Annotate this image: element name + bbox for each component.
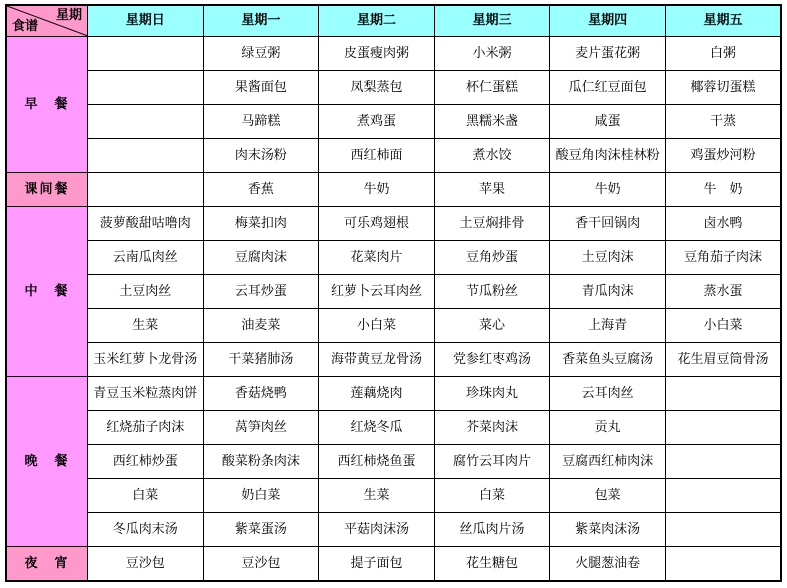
dish-cell: 提子面包 bbox=[319, 546, 435, 581]
empty-cell bbox=[88, 104, 204, 138]
dish-cell: 白粥 bbox=[665, 36, 781, 70]
dish-cell: 青瓜肉沫 bbox=[550, 274, 666, 308]
dish-cell: 芥菜肉沫 bbox=[434, 410, 550, 444]
dish-cell: 卤水鸭 bbox=[665, 206, 781, 240]
dish-cell: 云耳肉丝 bbox=[550, 376, 666, 410]
dish-cell: 丝瓜肉片汤 bbox=[434, 512, 550, 546]
empty-cell bbox=[665, 444, 781, 478]
meal-label-0: 早 餐 bbox=[6, 36, 88, 172]
dish-cell: 节瓜粉丝 bbox=[434, 274, 550, 308]
table-row bbox=[6, 206, 781, 240]
dish-cell: 红萝卜云耳肉丝 bbox=[319, 274, 435, 308]
day-header-0: 星期日 bbox=[88, 5, 204, 36]
dish-cell: 豆角炒蛋 bbox=[434, 240, 550, 274]
dish-cell: 菜心 bbox=[434, 308, 550, 342]
dish-cell: 梅菜扣肉 bbox=[203, 206, 319, 240]
meal-label-3: 晚 餐 bbox=[6, 376, 88, 546]
dish-cell: 包菜 bbox=[550, 478, 666, 512]
dish-cell: 土豆肉丝 bbox=[88, 274, 204, 308]
table-row bbox=[6, 104, 781, 138]
dish-cell: 菠萝酸甜咕噜肉 bbox=[88, 206, 204, 240]
dish-cell: 小白菜 bbox=[319, 308, 435, 342]
dish-cell: 果酱面包 bbox=[203, 70, 319, 104]
table-row bbox=[6, 274, 781, 308]
dish-cell: 牛奶 bbox=[550, 172, 666, 206]
dish-cell: 党参红枣鸡汤 bbox=[434, 342, 550, 376]
dish-cell: 生菜 bbox=[88, 308, 204, 342]
dish-cell: 西红柿面 bbox=[319, 138, 435, 172]
dish-cell: 花生眉豆筒骨汤 bbox=[665, 342, 781, 376]
dish-cell: 豆腐西红柿肉沫 bbox=[550, 444, 666, 478]
dish-cell: 麦片蛋花粥 bbox=[550, 36, 666, 70]
corner-day-label: 星期 bbox=[55, 7, 82, 22]
dish-cell: 杯仁蛋糕 bbox=[434, 70, 550, 104]
dish-cell: 西红柿烧鱼蛋 bbox=[319, 444, 435, 478]
dish-cell: 绿豆粥 bbox=[203, 36, 319, 70]
day-header-2: 星期二 bbox=[319, 5, 435, 36]
dish-cell: 瓜仁红豆面包 bbox=[550, 70, 666, 104]
dish-cell: 马蹄糕 bbox=[203, 104, 319, 138]
dish-cell: 紫菜蛋汤 bbox=[203, 512, 319, 546]
dish-cell: 牛 奶 bbox=[665, 172, 781, 206]
day-header-5: 星期五 bbox=[665, 5, 781, 36]
dish-cell: 火腿葱油卷 bbox=[550, 546, 666, 581]
day-header-4: 星期四 bbox=[550, 5, 666, 36]
dish-cell: 香菇烧鸭 bbox=[203, 376, 319, 410]
table-row bbox=[6, 138, 781, 172]
dish-cell: 红烧茄子肉沫 bbox=[88, 410, 204, 444]
empty-cell bbox=[88, 36, 204, 70]
dish-cell: 云耳炒蛋 bbox=[203, 274, 319, 308]
dish-cell: 白菜 bbox=[88, 478, 204, 512]
dish-cell: 干蒸 bbox=[665, 104, 781, 138]
table-header-row bbox=[6, 5, 781, 36]
table-row bbox=[6, 240, 781, 274]
dish-cell: 海带黄豆龙骨汤 bbox=[319, 342, 435, 376]
empty-cell bbox=[88, 138, 204, 172]
table-row bbox=[6, 376, 781, 410]
empty-cell bbox=[665, 478, 781, 512]
dish-cell: 上海青 bbox=[550, 308, 666, 342]
table-row bbox=[6, 70, 781, 104]
dish-cell: 豆角茄子肉沫 bbox=[665, 240, 781, 274]
empty-cell bbox=[665, 546, 781, 581]
meal-label-2: 中 餐 bbox=[6, 206, 88, 376]
table-row bbox=[6, 512, 781, 546]
dish-cell: 平菇肉沫汤 bbox=[319, 512, 435, 546]
table-row bbox=[6, 478, 781, 512]
dish-cell: 玉米红萝卜龙骨汤 bbox=[88, 342, 204, 376]
dish-cell: 黑糯米盏 bbox=[434, 104, 550, 138]
empty-cell bbox=[88, 172, 204, 206]
dish-cell: 冬瓜肉末汤 bbox=[88, 512, 204, 546]
dish-cell: 香蕉 bbox=[203, 172, 319, 206]
dish-cell: 咸蛋 bbox=[550, 104, 666, 138]
empty-cell bbox=[665, 376, 781, 410]
dish-cell: 珍珠肉丸 bbox=[434, 376, 550, 410]
dish-cell: 油麦菜 bbox=[203, 308, 319, 342]
dish-cell: 土豆肉沫 bbox=[550, 240, 666, 274]
dish-cell: 煮水饺 bbox=[434, 138, 550, 172]
dish-cell: 椰蓉切蛋糕 bbox=[665, 70, 781, 104]
dish-cell: 香干回锅肉 bbox=[550, 206, 666, 240]
dish-cell: 西红柿炒蛋 bbox=[88, 444, 204, 478]
dish-cell: 煮鸡蛋 bbox=[319, 104, 435, 138]
table-row bbox=[6, 410, 781, 444]
dish-cell: 莴笋肉丝 bbox=[203, 410, 319, 444]
dish-cell: 奶白菜 bbox=[203, 478, 319, 512]
dish-cell: 香菜鱼头豆腐汤 bbox=[550, 342, 666, 376]
dish-cell: 生菜 bbox=[319, 478, 435, 512]
table-row bbox=[6, 36, 781, 70]
dish-cell: 蒸水蛋 bbox=[665, 274, 781, 308]
dish-cell: 贡丸 bbox=[550, 410, 666, 444]
empty-cell bbox=[88, 70, 204, 104]
dish-cell: 豆沙包 bbox=[88, 546, 204, 581]
dish-cell: 干菜猪肺汤 bbox=[203, 342, 319, 376]
dish-cell: 紫菜肉沫汤 bbox=[550, 512, 666, 546]
day-header-1: 星期一 bbox=[203, 5, 319, 36]
empty-cell bbox=[665, 410, 781, 444]
dish-cell: 皮蛋瘦肉粥 bbox=[319, 36, 435, 70]
table-row bbox=[6, 172, 781, 206]
dish-cell: 鸡蛋炒河粉 bbox=[665, 138, 781, 172]
dish-cell: 苹果 bbox=[434, 172, 550, 206]
table-row bbox=[6, 546, 781, 581]
dish-cell: 云南瓜肉丝 bbox=[88, 240, 204, 274]
dish-cell: 白菜 bbox=[434, 478, 550, 512]
dish-cell: 酸豆角肉沫桂林粉 bbox=[550, 138, 666, 172]
dish-cell: 豆沙包 bbox=[203, 546, 319, 581]
dish-cell: 青豆玉米粒蒸肉饼 bbox=[88, 376, 204, 410]
day-header-3: 星期三 bbox=[434, 5, 550, 36]
dish-cell: 肉末汤粉 bbox=[203, 138, 319, 172]
table-row bbox=[6, 308, 781, 342]
dish-cell: 牛奶 bbox=[319, 172, 435, 206]
dish-cell: 凤梨蒸包 bbox=[319, 70, 435, 104]
dish-cell: 土豆焖排骨 bbox=[434, 206, 550, 240]
dish-cell: 可乐鸡翅根 bbox=[319, 206, 435, 240]
meal-label-4: 夜 宵 bbox=[6, 546, 88, 581]
dish-cell: 花菜肉片 bbox=[319, 240, 435, 274]
dish-cell: 花生糖包 bbox=[434, 546, 550, 581]
dish-cell: 红烧冬瓜 bbox=[319, 410, 435, 444]
dish-cell: 腐竹云耳肉片 bbox=[434, 444, 550, 478]
dish-cell: 小白菜 bbox=[665, 308, 781, 342]
table-row bbox=[6, 444, 781, 478]
weekly-menu-table bbox=[5, 4, 782, 582]
dish-cell: 豆腐肉沫 bbox=[203, 240, 319, 274]
dish-cell: 酸菜粉条肉沫 bbox=[203, 444, 319, 478]
dish-cell: 小米粥 bbox=[434, 36, 550, 70]
meal-label-1: 课间餐 bbox=[6, 172, 88, 206]
empty-cell bbox=[665, 512, 781, 546]
table-row bbox=[6, 342, 781, 376]
dish-cell: 莲藕烧肉 bbox=[319, 376, 435, 410]
corner-menu-label: 食谱 bbox=[12, 17, 39, 33]
corner-header-cell bbox=[6, 5, 88, 36]
